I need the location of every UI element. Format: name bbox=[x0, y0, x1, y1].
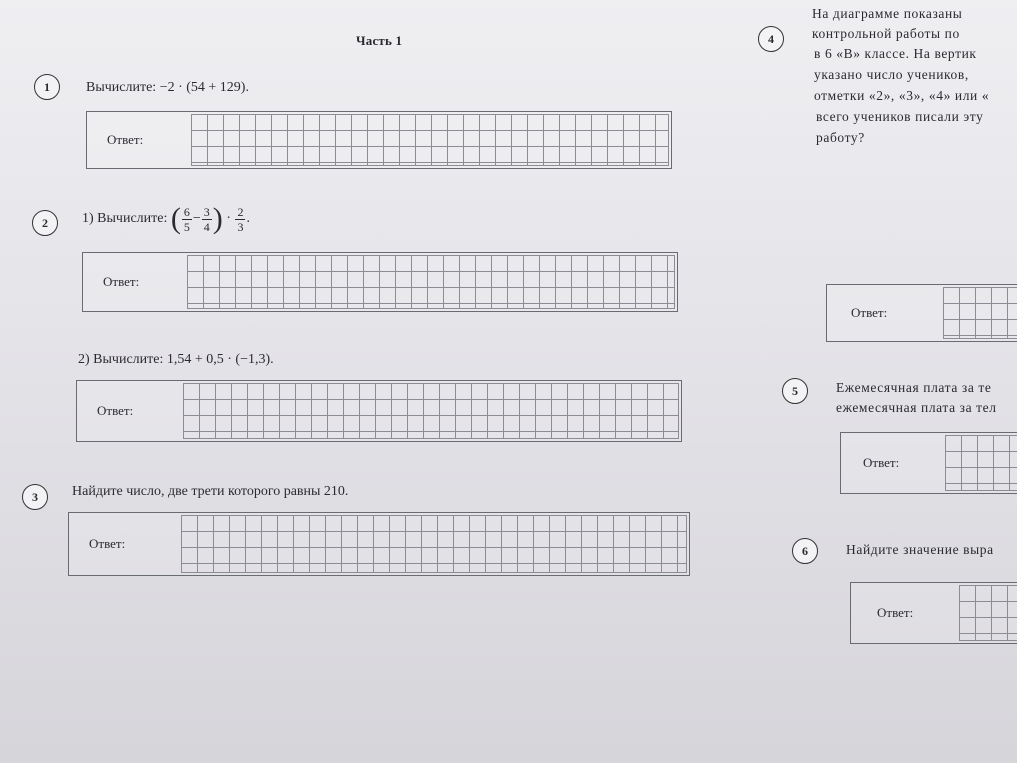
question-6-answer-box[interactable] bbox=[850, 582, 1017, 644]
question-6-number: 6 bbox=[792, 538, 818, 564]
fraction-b: $\frac{3}{4}$ bbox=[203, 204, 210, 234]
dot-operator: · bbox=[226, 211, 231, 227]
fraction-c: $\frac{2}{3}$ bbox=[237, 204, 244, 234]
question-4-line-2: контрольной работы по bbox=[812, 26, 960, 41]
question-4-answer-box[interactable] bbox=[826, 284, 1017, 342]
answer-grid[interactable] bbox=[181, 515, 687, 573]
open-paren: ( bbox=[170, 202, 181, 235]
question-1-text: Вычислите: −2 · (54 + 129). bbox=[86, 80, 249, 95]
question-4-line-1: На диаграмме показаны bbox=[812, 6, 963, 21]
question-3-answer-box[interactable] bbox=[68, 512, 690, 576]
answer-label: Ответ: bbox=[107, 132, 144, 147]
question-3-number: 3 bbox=[22, 484, 48, 510]
answer-grid[interactable] bbox=[943, 287, 1017, 339]
question-5-line-2: ежемесячная плата за тел bbox=[836, 400, 997, 415]
answer-grid[interactable] bbox=[945, 435, 1017, 491]
question-1-number: 1 bbox=[34, 74, 60, 100]
question-5-line-1: Ежемесячная плата за те bbox=[836, 380, 992, 395]
minus-sign: − bbox=[192, 211, 201, 227]
answer-grid[interactable] bbox=[191, 114, 669, 166]
answer-label: Ответ: bbox=[851, 305, 888, 320]
answer-grid[interactable] bbox=[183, 383, 679, 439]
question-3-text: Найдите число, две трети которого равны 210. bbox=[72, 484, 349, 499]
question-5-number: 5 bbox=[782, 378, 808, 404]
answer-grid[interactable] bbox=[959, 585, 1017, 641]
question-2-expression bbox=[82, 204, 250, 234]
fraction-a: $\frac{6}{5}$ bbox=[183, 204, 190, 234]
question-4-line-6: всего учеников писали эту bbox=[816, 109, 984, 124]
answer-label: Ответ: bbox=[863, 455, 900, 470]
part-title: Часть 1 bbox=[356, 33, 403, 48]
question-4-line-4: указано число учеников, bbox=[814, 67, 969, 82]
question-2-1-answer-box[interactable] bbox=[82, 252, 678, 312]
answer-label: Ответ: bbox=[89, 536, 126, 551]
question-4-line-3: в 6 «В» классе. На вертик bbox=[814, 46, 977, 61]
answer-label: Ответ: bbox=[103, 274, 140, 289]
question-2-prefix: 1) Вычислите: bbox=[82, 211, 168, 227]
question-2-number: 2 bbox=[32, 210, 58, 236]
answer-label: Ответ: bbox=[877, 605, 914, 620]
question-5-answer-box[interactable] bbox=[840, 432, 1017, 494]
answer-grid[interactable] bbox=[187, 255, 675, 309]
question-4-line-5: отметки «2», «3», «4» или « bbox=[814, 88, 990, 103]
period: . bbox=[246, 211, 250, 227]
question-1-answer-box[interactable] bbox=[86, 111, 672, 169]
answer-label: Ответ: bbox=[97, 403, 134, 418]
close-paren: ) bbox=[212, 202, 223, 235]
question-4-number: 4 bbox=[758, 26, 784, 52]
question-2-part-2-text: 2) Вычислите: 1,54 + 0,5 · (−1,3). bbox=[78, 352, 274, 367]
question-2-2-answer-box[interactable] bbox=[76, 380, 682, 442]
question-6-text: Найдите значение выра bbox=[846, 542, 994, 557]
question-4-line-7: работу? bbox=[816, 130, 865, 145]
